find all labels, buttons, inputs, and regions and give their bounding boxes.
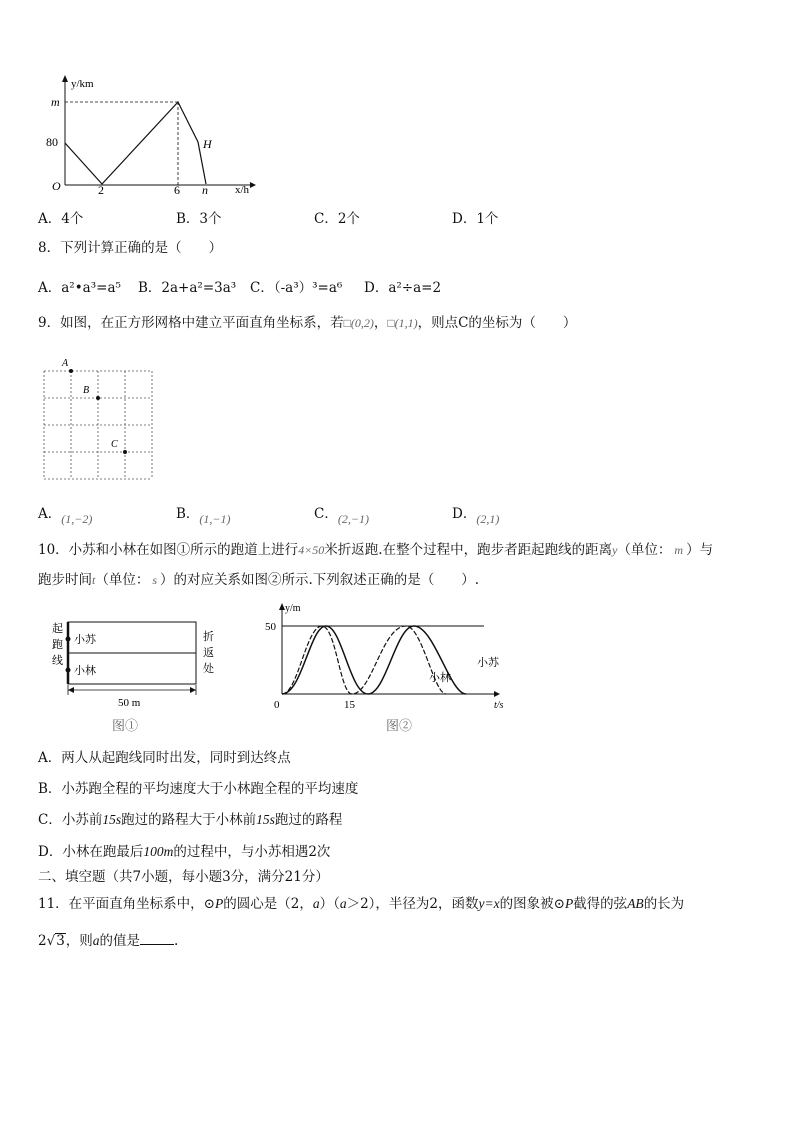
q11-stem-line2: 2√3，则a的值是 . bbox=[38, 933, 179, 949]
curve-lin bbox=[282, 626, 446, 694]
start-line-char-2: 跑 bbox=[52, 639, 63, 651]
q9-option-a-value: (1,−2) bbox=[61, 512, 93, 526]
q10-track-figure bbox=[48, 612, 228, 744]
q11-answer-blank[interactable] bbox=[140, 932, 174, 945]
q9-option-b-value: (1,−1) bbox=[199, 512, 231, 526]
q7-option-d[interactable]: D．1个 bbox=[452, 211, 499, 227]
graph2-tick-50: 50 bbox=[265, 621, 276, 633]
graph-n-label: n bbox=[202, 183, 208, 197]
turnaround-char-3: 处 bbox=[203, 663, 214, 675]
q11-radicand: 3 bbox=[56, 933, 65, 949]
q8-option-a[interactable]: A．a²•a³=a⁵ bbox=[38, 280, 121, 296]
turnaround-label bbox=[203, 629, 217, 675]
q9-option-a[interactable]: A．(1,−2) bbox=[38, 506, 93, 526]
turnaround-char-1: 折 bbox=[203, 631, 214, 643]
q8-option-d[interactable]: D．a²÷a=2 bbox=[364, 280, 442, 296]
graph-y-label: y/km bbox=[71, 78, 94, 90]
q10-option-d[interactable]: D．小林在跑最后100m的过程中，与小苏相遇2次 bbox=[38, 844, 331, 860]
q11-stem-line1: 11．在平面直角坐标系中，⊙P的圆心是（2，a）（a＞2），半径为2，函数y=x的图象被⊙P截得的弦AB的长为 bbox=[38, 896, 685, 912]
grid-point-a-label: A bbox=[62, 358, 69, 369]
q10-yt-graph bbox=[262, 600, 512, 740]
q7-option-a[interactable]: A．4个 bbox=[38, 211, 84, 227]
graph-x-label: x/h bbox=[235, 184, 250, 196]
q9-option-c[interactable]: C．(2,−1) bbox=[314, 506, 369, 526]
graph-origin-label: O bbox=[52, 179, 61, 193]
track-length-label: 50 m bbox=[118, 697, 141, 709]
q9-stem: 9．如图，在正方形网格中建立平面直角坐标系，若□(0,2)，□(1,1)，则点C的坐标为（ ） bbox=[38, 315, 577, 331]
figure-2-caption: 图② bbox=[386, 718, 413, 733]
figure-1-caption: 图① bbox=[112, 718, 139, 733]
graph-2-label: 2 bbox=[98, 183, 104, 197]
q10-option-b[interactable]: B．小苏跑全程的平均速度大于小林跑全程的平均速度 bbox=[38, 781, 359, 797]
q8-option-b[interactable]: B．2a+a²=3a³ bbox=[138, 280, 237, 296]
q10-option-c[interactable]: C．小苏前15s跑过的路程大于小林前15s跑过的路程 bbox=[38, 812, 343, 828]
q8-stem: 8．下列计算正确的是（ ） bbox=[38, 240, 223, 256]
q9-grid-figure bbox=[36, 355, 161, 485]
section-2-heading: 二、填空题（共7小题，每小题3分，满分21分） bbox=[38, 869, 329, 885]
q9-stem-part1: 9．如图，在正方形网格中建立平面直角坐标系，若 bbox=[38, 315, 344, 331]
start-line-char-1: 起 bbox=[52, 623, 63, 635]
start-line-label bbox=[52, 621, 66, 667]
graph2-y-label: y/m bbox=[285, 603, 301, 614]
graph2-tick-0: 0 bbox=[274, 699, 280, 711]
graph-m-label: m bbox=[51, 95, 60, 109]
runner-su-lane-label: 小苏 bbox=[74, 634, 96, 646]
q9-option-b[interactable]: B．(1,−1) bbox=[176, 506, 231, 526]
q9-option-d[interactable]: D．(2,1) bbox=[452, 506, 500, 526]
turnaround-char-2: 返 bbox=[203, 647, 214, 659]
q9-given-b: □(1,1) bbox=[387, 316, 418, 330]
graph-6-label: 6 bbox=[174, 183, 180, 197]
q7-option-c[interactable]: C．2个 bbox=[314, 211, 360, 227]
q7-option-b[interactable]: B．3个 bbox=[176, 211, 222, 227]
graph-H-label: H bbox=[203, 137, 212, 151]
q11-radical-coef: 2 bbox=[38, 933, 47, 949]
q8-option-c[interactable]: C．（-a³）³=a⁶ bbox=[250, 280, 343, 296]
q9-given-a: □(0,2) bbox=[343, 316, 374, 330]
q10-option-a[interactable]: A．两人从起跑线同时出发，同时到达终点 bbox=[38, 750, 291, 766]
q10-stem-line1: 10．小苏和小林在如图①所示的跑道上进行4×50米折返跑.在整个过程中，跑步者距起跑线的距离y（单位： m ）与 bbox=[38, 542, 714, 558]
graph2-lin-label: 小林 bbox=[429, 672, 451, 684]
q10-stem-line2: 跑步时间t（单位： s ）的对应关系如图②所示.下列叙述正确的是（ ）. bbox=[38, 572, 480, 588]
start-line-char-3: 线 bbox=[52, 655, 63, 667]
graph-80-label: 80 bbox=[46, 135, 58, 149]
q9-stem-part2: ，则点C的坐标为（ ） bbox=[417, 315, 577, 331]
grid-point-c-label: C bbox=[111, 439, 118, 450]
graph2-x-label: t/s bbox=[494, 700, 504, 711]
q11-radical-sign: √ bbox=[46, 933, 56, 949]
graph2-su-label: 小苏 bbox=[477, 657, 499, 669]
grid-point-b-label: B bbox=[83, 385, 90, 396]
runner-lin-lane-label: 小林 bbox=[74, 665, 96, 677]
graph2-tick-15: 15 bbox=[344, 699, 355, 711]
q9-option-c-value: (2,−1) bbox=[337, 512, 369, 526]
q7-distance-time-graph bbox=[40, 72, 270, 197]
q9-option-d-value: (2,1) bbox=[476, 512, 500, 526]
